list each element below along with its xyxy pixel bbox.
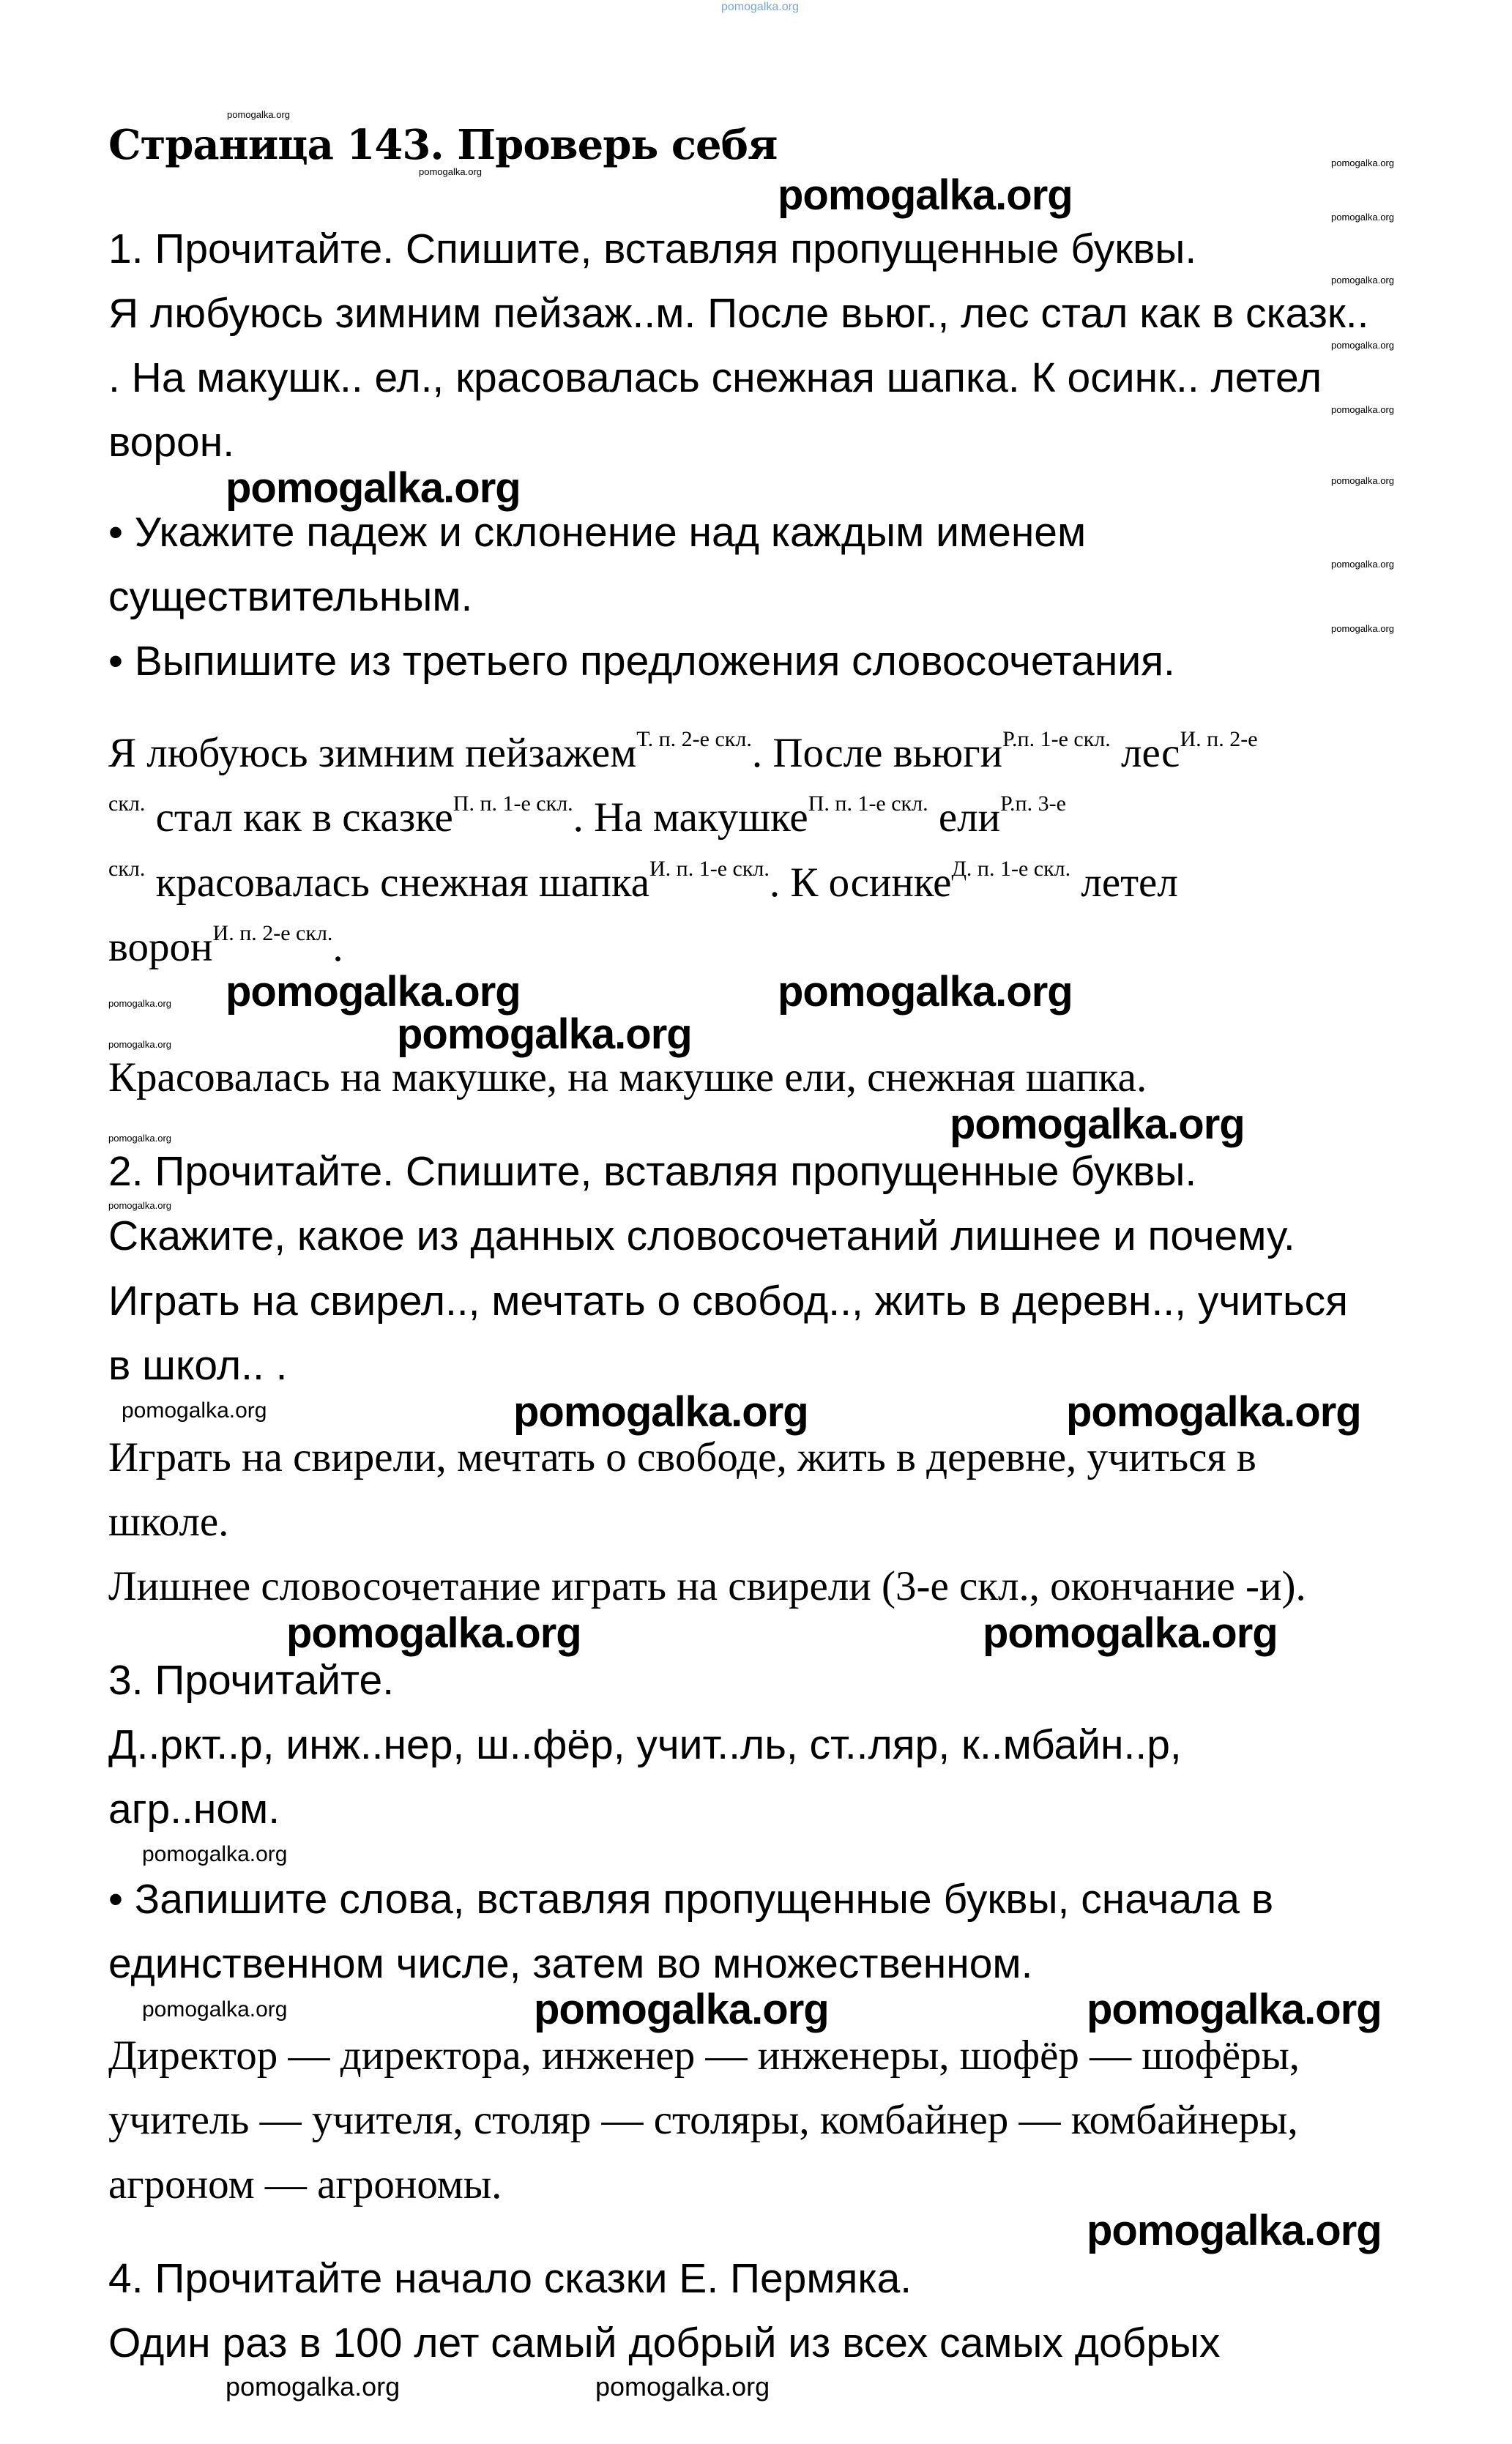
watermark: pomogalka.org [1331,404,1394,415]
answer-word: . [332,924,343,970]
answer-word: . К осинке [769,860,952,906]
watermark: pomogalka.org [778,968,1073,1016]
case-annotation: скл. [108,857,146,881]
answer-line: Директор — директора, инженер — инженеры, шофёр — шофёры, [108,2033,1300,2079]
task-text: агр..ном. [108,1786,280,1833]
case-annotation: И. п. 2-е [1180,727,1258,751]
watermark: pomogalka.org [950,1100,1245,1148]
answer-word: красовалась снежная шапка [145,860,649,906]
task-bullet: • Выпишите из третьего предложения словосочетания. [108,638,1175,685]
watermark: pomogalka.org [226,2372,401,2402]
task-text: Играть на свирел.., мечтать о свобод.., жить в деревн.., учиться [108,1278,1349,1325]
task-text: 2. Прочитайте. Спишите, вставляя пропущенные буквы. [108,1148,1197,1195]
task-bullet: • Укажите падеж и склонение над каждым именем [108,509,1087,556]
page-title: Страница 143. Проверь себя [108,121,778,169]
answer-line [108,727,1258,776]
watermark: pomogalka.org [419,166,482,177]
watermark: pomogalka.org [108,1133,171,1144]
task-bullet: существительным. [108,573,473,620]
task-text: 1. Прочитайте. Спишите, вставляя пропущенные буквы. [108,226,1197,272]
answer-line: агроном — агрономы. [108,2161,502,2208]
task-text: Один раз в 100 лет самый добрый из всех самых добрых [108,2320,1221,2366]
answer-word: ели [928,794,1001,841]
case-annotation: Р.п. 1-е скл. [1002,727,1111,751]
task-text: Скажите, какое из данных словосочетаний лишнее и почему. [108,1212,1295,1259]
answer-word: лес [1110,730,1180,776]
watermark: pomogalka.org [108,998,171,1009]
case-annotation: И. п. 1-е скл. [649,857,770,881]
watermark: pomogalka.org [226,464,521,512]
answer-line [108,791,1066,841]
watermark: pomogalka.org [513,1388,808,1436]
answer-line: Играть на свирели, мечтать о свободе, жить в деревне, учиться в [108,1434,1256,1480]
watermark: pomogalka.org [1331,275,1394,286]
watermark: pomogalka.org [227,109,290,120]
answer-word: Я любуюсь зимним пейзажем [108,730,637,776]
case-annotation: Д. п. 1-е скл. [951,857,1071,881]
watermark: pomogalka.org [1331,212,1394,223]
answer-word: ворон [108,924,213,970]
watermark: pomogalka.org [778,171,1073,219]
task-text: Я любуюсь зимним пейзаж..м. После вьюг., лес стал как в сказк.. [108,290,1369,337]
task-text: 3. Прочитайте. [108,1657,395,1704]
watermark: pomogalka.org [983,1609,1278,1657]
answer-word: . На макушке [573,794,808,841]
task-text: ворон. [108,419,235,466]
watermark: pomogalka.org [122,1398,267,1423]
watermark: pomogalka.org [1087,1986,1382,2033]
case-annotation: П. п. 1-е скл. [808,791,928,816]
watermark: pomogalka.org [1331,475,1394,486]
watermark: pomogalka.org [721,1,799,13]
task-text: в школ.. . [108,1342,288,1389]
watermark: pomogalka.org [286,1609,581,1657]
watermark: pomogalka.org [142,1997,288,2022]
watermark: pomogalka.org [1087,2207,1382,2254]
watermark: pomogalka.org [142,1842,288,1866]
case-annotation: скл. [108,791,146,816]
watermark: pomogalka.org [108,1200,171,1211]
watermark: pomogalka.org [1331,623,1394,634]
task-text: 4. Прочитайте начало сказки Е. Пермяка. [108,2255,912,2302]
watermark: pomogalka.org [534,1986,829,2033]
task-text: Д..ркт..р, инж..нер, ш..фёр, учит..ль, ст..ляр, к..мбайн..р, [108,1721,1182,1768]
task-bullet: единственном числе, затем во множественном. [108,1940,1033,1987]
watermark: pomogalka.org [108,1039,171,1050]
watermark: pomogalka.org [1331,559,1394,570]
answer-line: школе. [108,1499,229,1545]
answer-line [108,921,343,970]
case-annotation: И. п. 2-е скл. [212,921,333,945]
watermark: pomogalka.org [1331,157,1394,168]
answer-line: Лишнее словосочетание играть на свирели (3-е скл., окончание -и). [108,1563,1306,1609]
answer-word: летел [1070,860,1178,906]
task-text: . На макушк.. ел., красовалась снежная шапка. К осинк.. летел [108,354,1322,401]
answer-line [108,857,1178,906]
task-bullet: • Запишите слова, вставляя пропущенные буквы, сначала в [108,1876,1274,1923]
case-annotation: Т. п. 2-е скл. [636,727,752,751]
answer-line: Красовалась на макушке, на макушке ели, снежная шапка. [108,1054,1147,1100]
watermark: pomogalka.org [1066,1388,1361,1436]
answer-line: учитель — учителя, столяр — столяры, комбайнер — комбайнеры, [108,2097,1298,2143]
case-annotation: П. п. 1-е скл. [453,791,573,816]
watermark: pomogalka.org [595,2372,770,2402]
watermark: pomogalka.org [226,968,521,1016]
case-annotation: Р.п. 3-е [1000,791,1066,816]
answer-word: . После вьюги [751,730,1003,776]
watermark: pomogalka.org [1331,340,1394,351]
watermark: pomogalka.org [397,1010,692,1058]
answer-word: стал как в сказке [145,794,453,841]
